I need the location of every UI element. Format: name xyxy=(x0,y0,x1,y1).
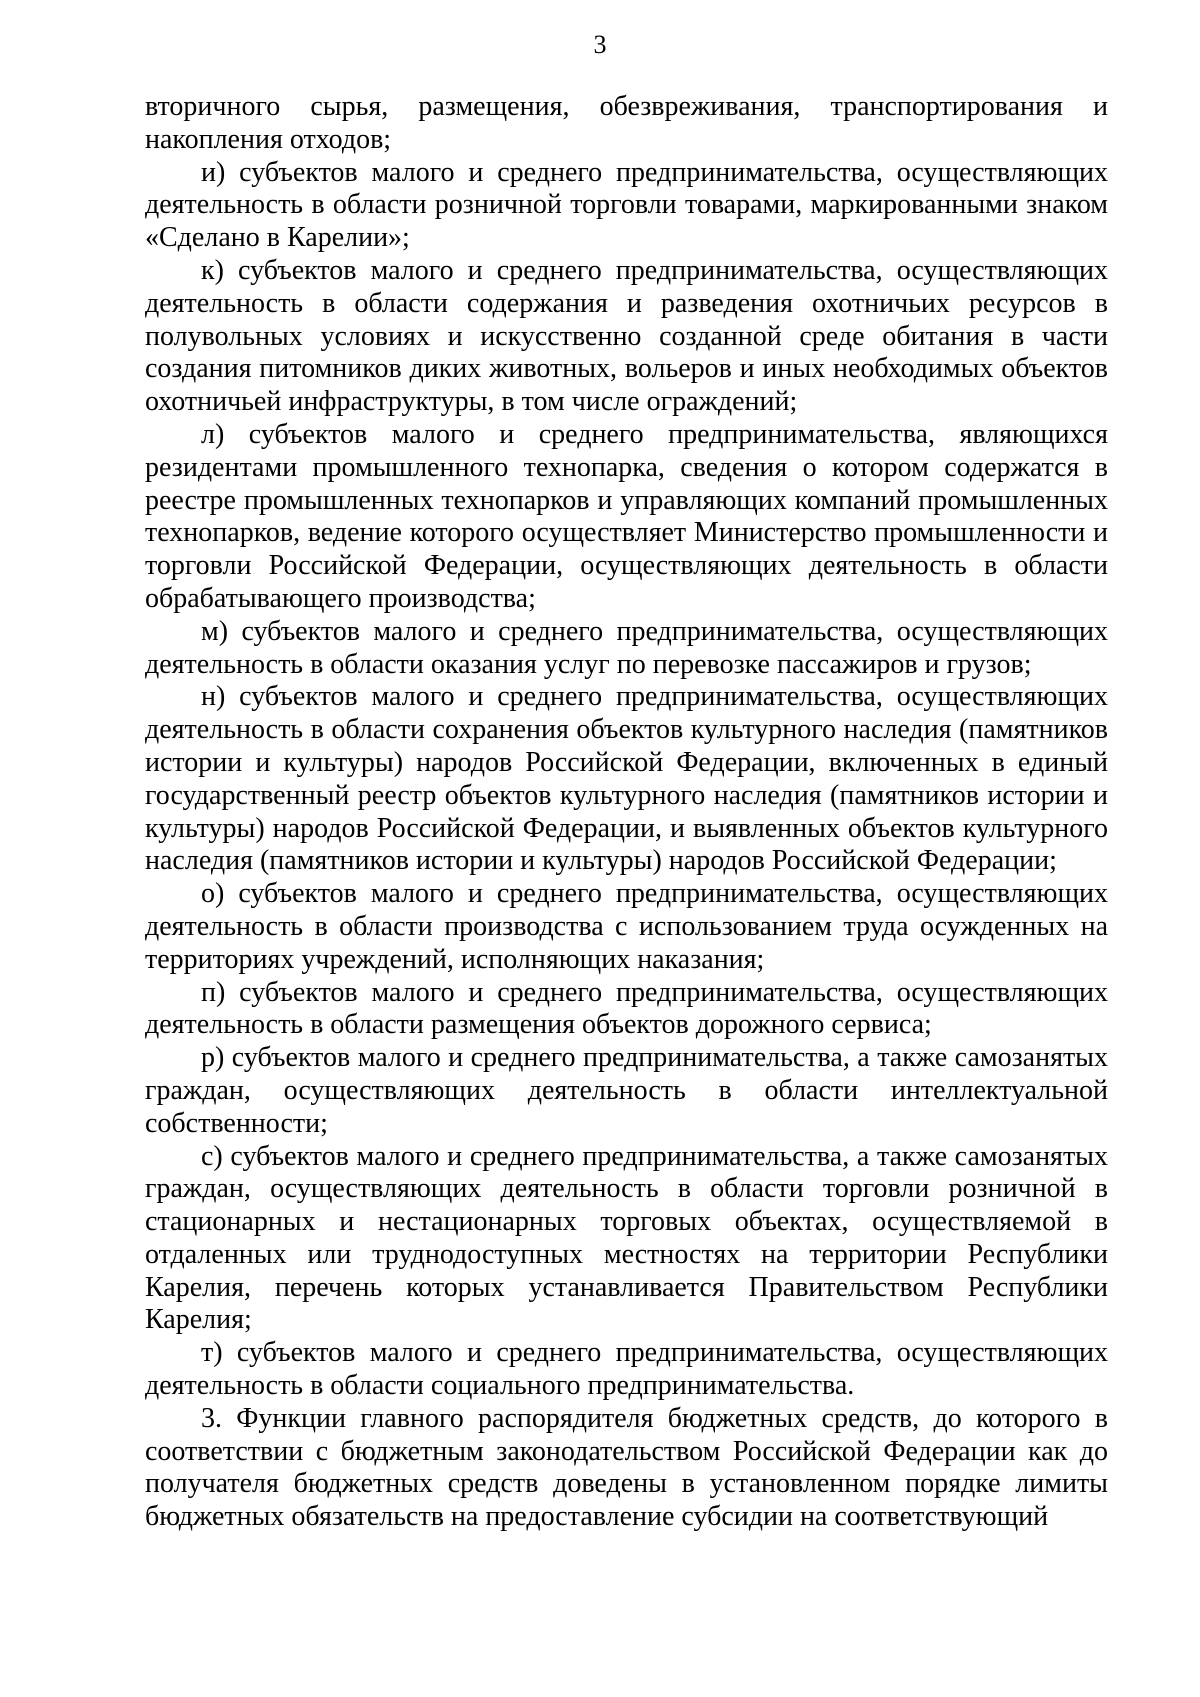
paragraph-item-l: л) субъектов малого и среднего предпринимательства, являющихся резидентами промышленного технопарка, сведения о котором содержатся в реестре промышленных технопарков и управляющих компаний промышленных технопарков, ведение которого осуществляет Министерство промышленности и торговли Российской Федерации, осуществляющих деятельность в области обрабатывающего производства; xyxy=(145,418,1108,614)
paragraph-item-n: н) субъектов малого и среднего предпринимательства, осуществляющих деятельность в области сохранения объектов культурного наследия (памятников истории и культуры) народов Российской Федерации, включенных в единый государственный реестр объектов культурного наследия (памятников истории и культуры) народов Российской Федерации, и выявленных объектов культурного наследия (памятников истории и культуры) народов Российской Федерации; xyxy=(145,681,1108,877)
paragraph-item-m: м) субъектов малого и среднего предпринимательства, осуществляющих деятельность в области оказания услуг по перевозке пассажиров и грузов; xyxy=(145,615,1108,680)
paragraph-item-i: и) субъектов малого и среднего предпринимательства, осуществляющих деятельность в области розничной торговли товарами, маркированными знаком «Сделано в Карелии»; xyxy=(145,156,1108,254)
paragraph-item-r: р) субъектов малого и среднего предпринимательства, а также самозанятых граждан, осуществляющих деятельность в области интеллектуальной собственности; xyxy=(145,1042,1108,1139)
paragraph-item-k: к) субъектов малого и среднего предпринимательства, осуществляющих деятельность в области содержания и разведения охотничьих ресурсов в полувольных условиях и искусственно созданной среде обитания в части создания питомников диких животных, вольеров и иных необходимых объектов охотничьей инфраструктуры, в том числе ограждений; xyxy=(145,254,1108,418)
document-body xyxy=(145,91,1108,1534)
paragraph-item-o: о) субъектов малого и среднего предпринимательства, осуществляющих деятельность в области производства с использованием труда осужденных на территориях учреждений, исполняющих наказания; xyxy=(145,878,1108,975)
paragraph-section-3: 3. Функции главного распорядителя бюджетных средств, до которого в соответствии с бюджетным законодательством Российской Федерации как до получателя бюджетных средств доведены в установленном порядке лимиты бюджетных обязательств на предоставление субсидии на соответствующий xyxy=(145,1402,1108,1533)
page-number: 3 xyxy=(593,30,607,59)
paragraph-continuation: вторичного сырья, размещения, обезвреживания, транспортирования и накопления отходов; xyxy=(145,91,1108,155)
paragraph-item-t: т) субъектов малого и среднего предпринимательства, осуществляющих деятельность в области социального предпринимательства. xyxy=(145,1337,1108,1402)
paragraph-item-p: п) субъектов малого и среднего предпринимательства, осуществляющих деятельность в области размещения объектов дорожного сервиса; xyxy=(145,976,1108,1041)
paragraph-item-s: с) субъектов малого и среднего предпринимательства, а также самозанятых граждан, осуществляющих деятельность в области торговли розничной в стационарных и нестационарных торговых объектах, осуществляемой в отдаленных или труднодоступных местностях на территории Республики Карелия, перечень которых устанавливается Правительством Республики Карелия; xyxy=(145,1140,1108,1336)
